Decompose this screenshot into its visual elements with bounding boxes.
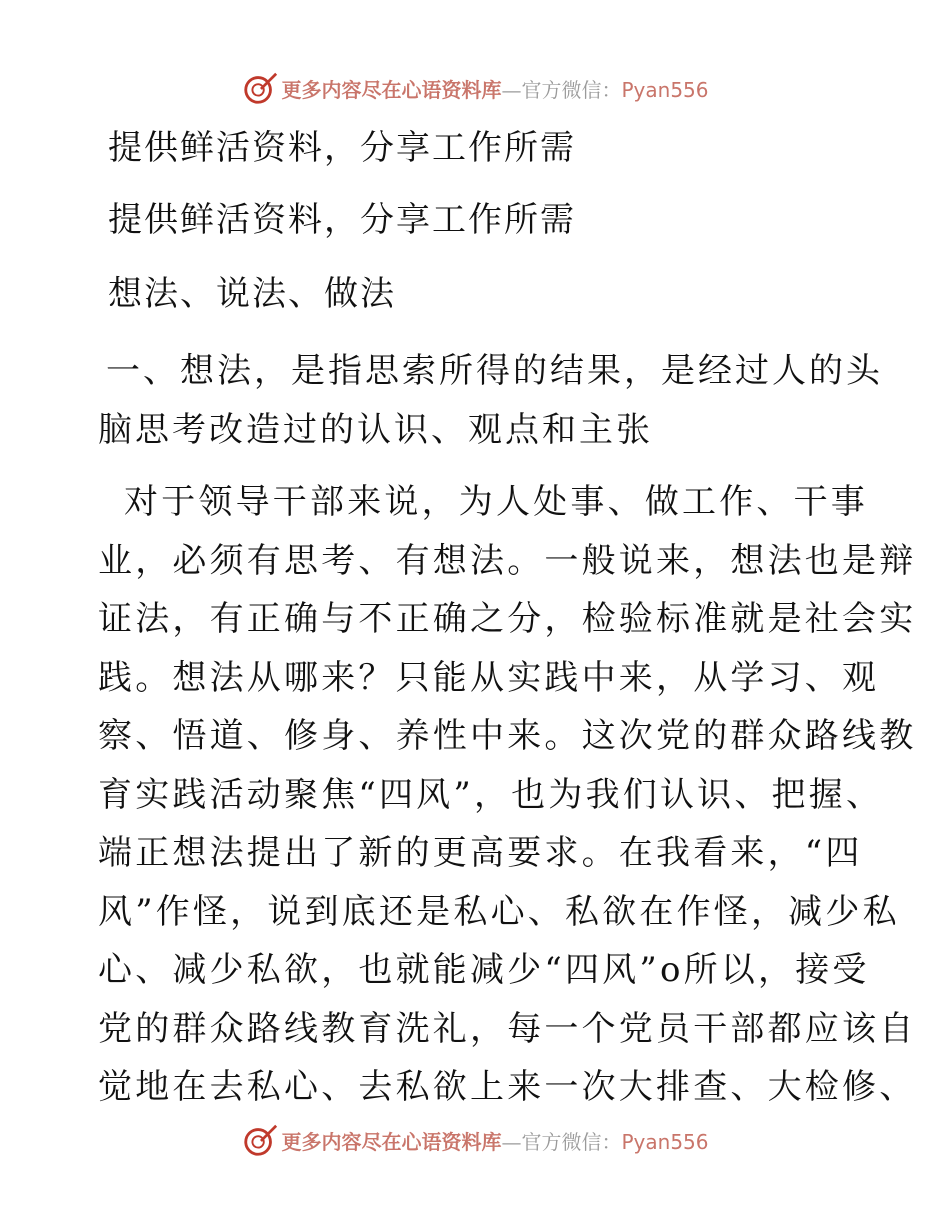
banner-text xyxy=(281,1126,708,1155)
banner-dash: — xyxy=(501,1129,522,1154)
footer-banner xyxy=(0,1120,950,1160)
banner-main: 更多内容尽在心语资料库 xyxy=(281,1129,502,1154)
body-line: 业，必须有思考、有想法。一般说来，想法也是辩 xyxy=(98,541,917,581)
document-title: 想法、说法、做法 xyxy=(108,274,396,314)
banner-wechat-id: Pyan556 xyxy=(621,77,709,102)
banner-dash: — xyxy=(501,77,522,102)
body-line: 践。想法从哪来？只能从实践中来，从学习、观 xyxy=(98,658,880,698)
body-line: 对于领导干部来说，为人处事、做工作、干事 xyxy=(124,482,868,522)
body-line: 心、减少私欲，也就能减少“四风”o所以，接受 xyxy=(98,950,870,990)
body-line: 育实践活动聚焦“四风”，也为我们认识、把握、 xyxy=(98,775,884,815)
section-title-line: 脑思考改造过的认识、观点和主张 xyxy=(98,410,653,450)
body-line: 端正想法提出了新的更高要求。在我看来，“四 xyxy=(98,833,863,873)
brush-logo-icon xyxy=(241,69,279,107)
header-line: 提供鲜活资料，分享工作所需 xyxy=(108,128,576,168)
banner-wechat-label: 官方微信： xyxy=(521,1129,622,1154)
header-line: 提供鲜活资料，分享工作所需 xyxy=(108,200,576,240)
brush-logo-icon xyxy=(241,1121,279,1159)
body-line: 风”作怪，说到底还是私心、私欲在作怪，减少私 xyxy=(98,892,900,932)
section-title-line: 一、想法，是指思索所得的结果，是经过人的头 xyxy=(106,351,883,391)
banner-main: 更多内容尽在心语资料库 xyxy=(281,77,502,102)
body-line: 觉地在去私心、去私欲上来一次大排查、大检修、 xyxy=(98,1067,917,1107)
banner-wechat-label: 官方微信： xyxy=(521,77,622,102)
body-line: 党的群众路线教育洗礼，每一个党员干部都应该自 xyxy=(98,1009,917,1049)
body-line: 察、悟道、修身、养性中来。这次党的群众路线教 xyxy=(98,716,917,756)
header-banner xyxy=(0,68,950,108)
banner-text xyxy=(281,74,708,103)
body-line: 证法，有正确与不正确之分，检验标准就是社会实 xyxy=(98,599,917,639)
banner-wechat-id: Pyan556 xyxy=(621,1129,709,1154)
